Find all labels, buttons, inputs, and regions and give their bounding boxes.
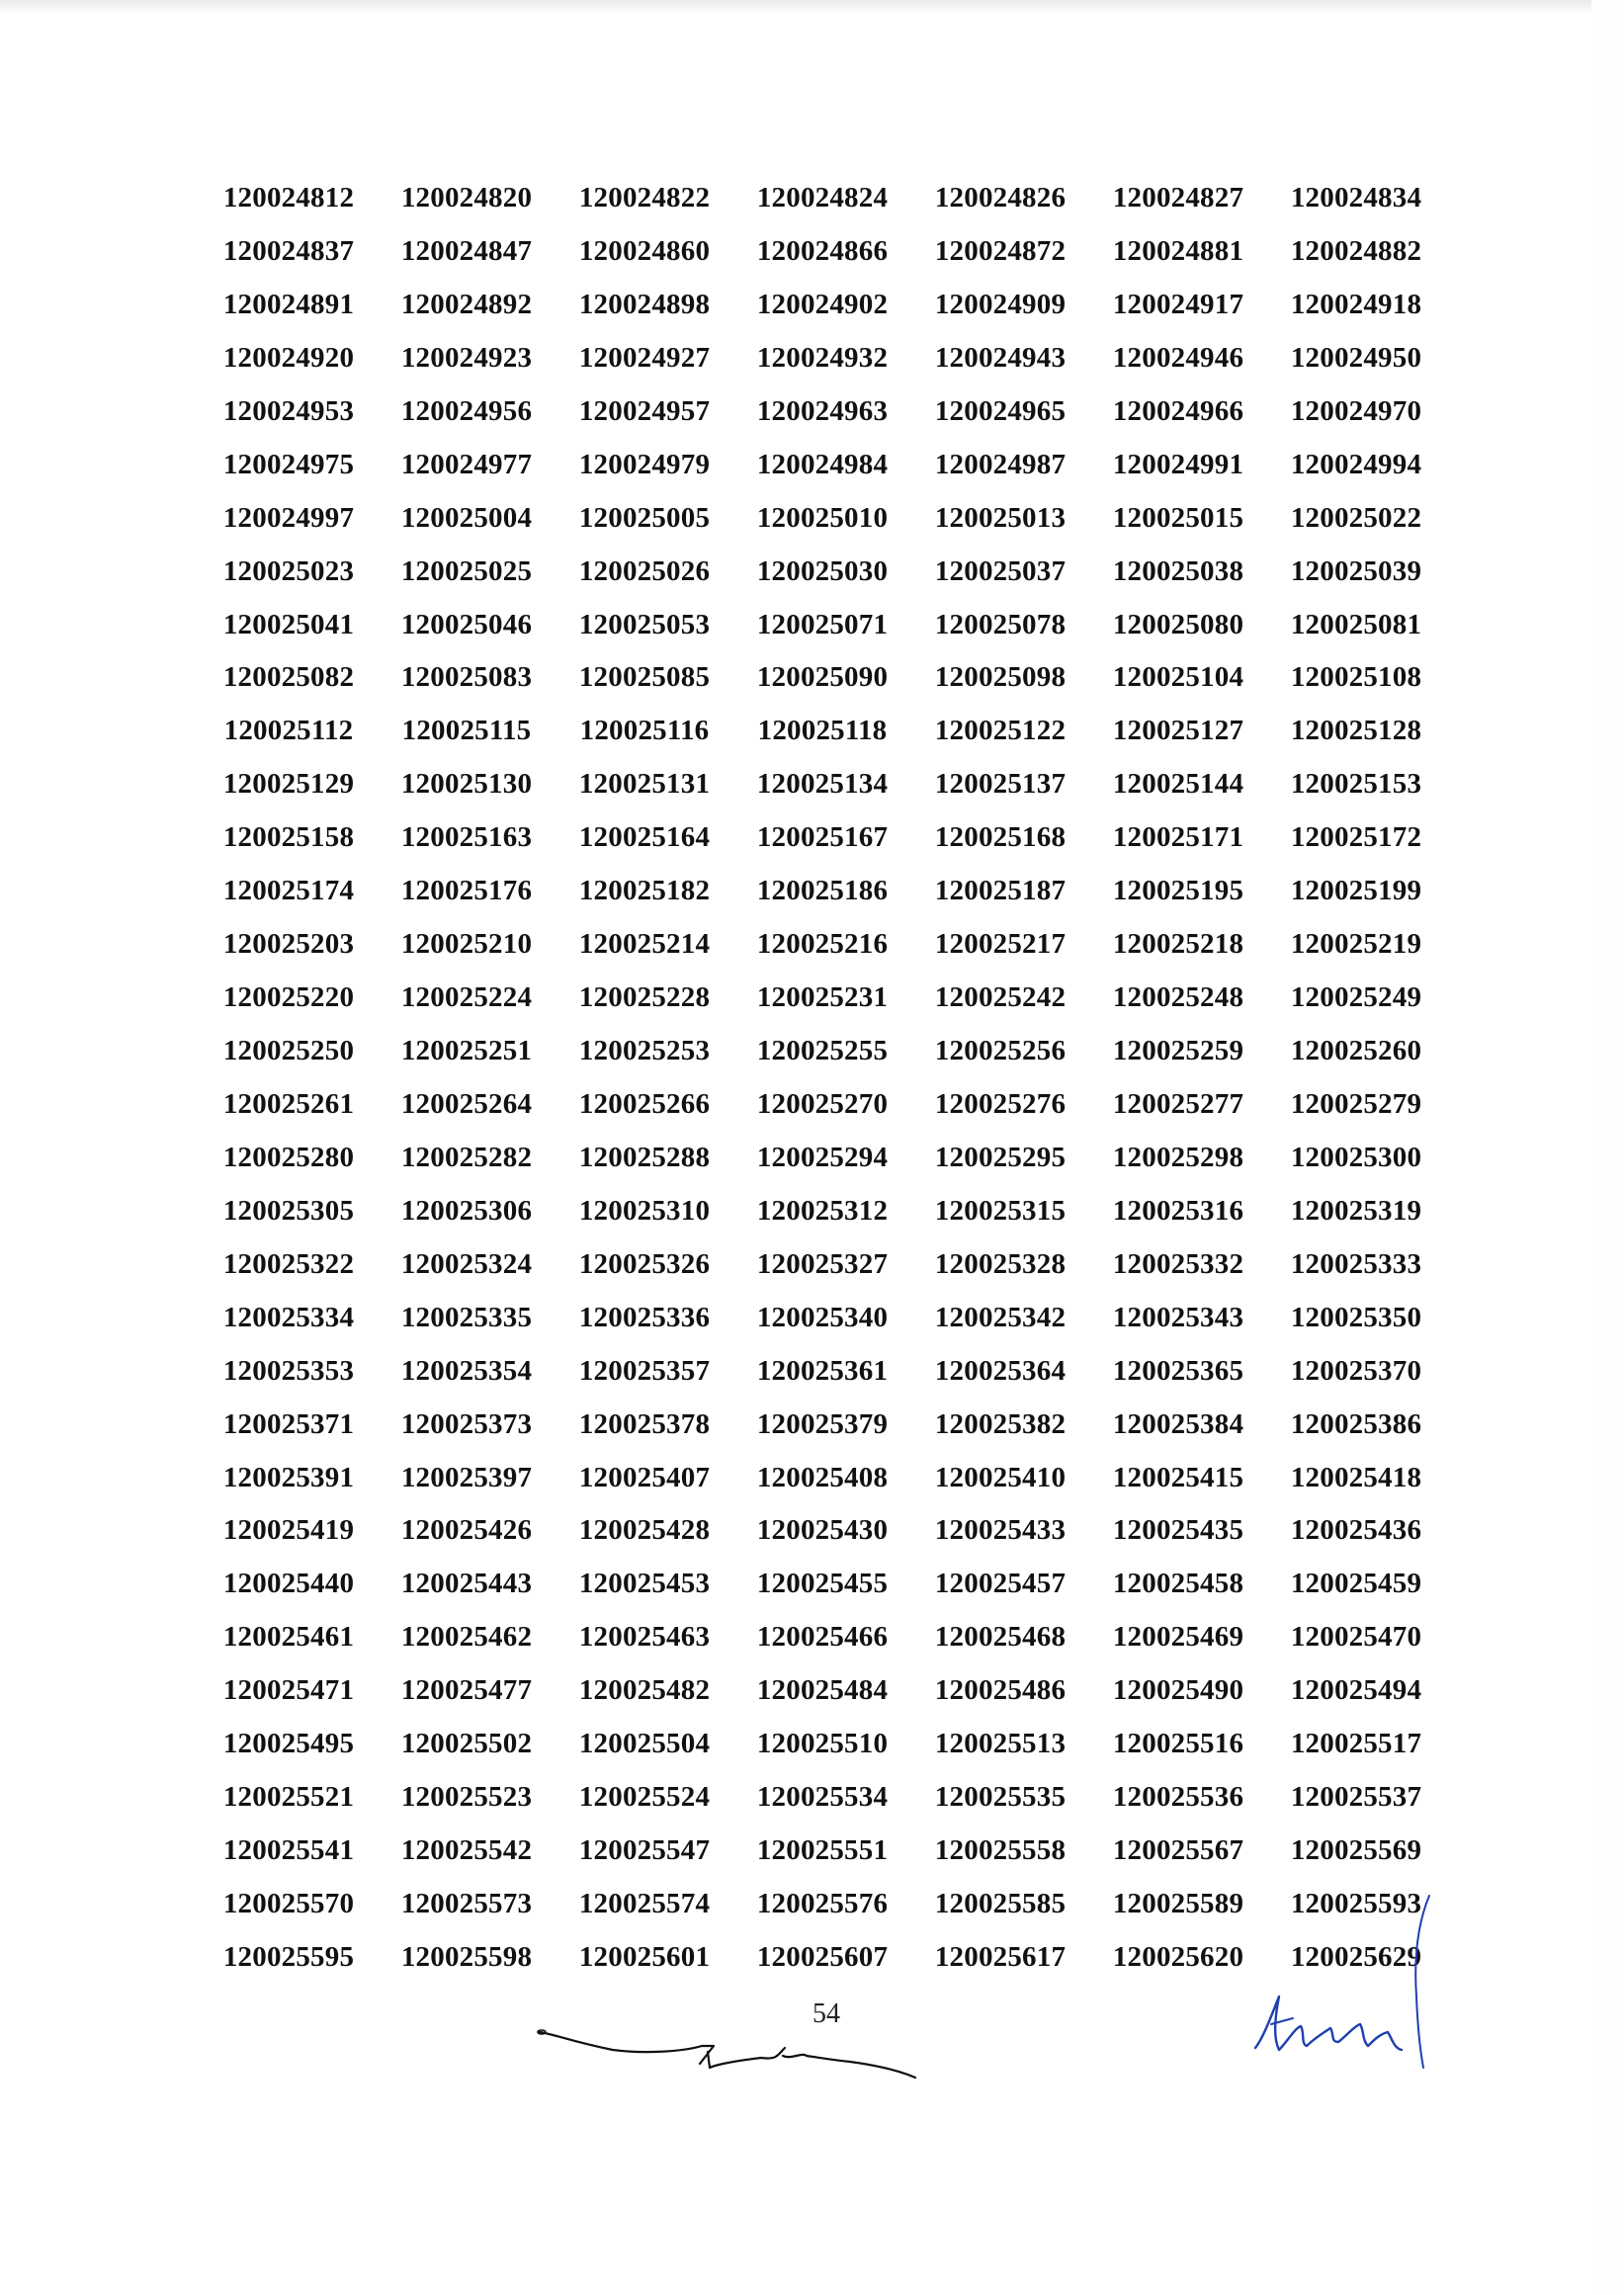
signature-right (1236, 1858, 1473, 2085)
registration-number: 120024957 (578, 394, 711, 427)
registration-number: 120025494 (1290, 1674, 1422, 1707)
registration-number: 120025440 (222, 1568, 355, 1600)
registration-number: 120024822 (578, 182, 711, 213)
registration-number: 120025536 (1112, 1781, 1244, 1814)
registration-number: 120025078 (934, 608, 1067, 640)
registration-number: 120025430 (756, 1514, 889, 1547)
registration-number: 120025277 (1112, 1087, 1244, 1120)
registration-number: 120025453 (578, 1568, 711, 1600)
registration-number: 120024837 (222, 234, 355, 267)
registration-number: 120024891 (222, 288, 355, 320)
registration-number: 120025306 (400, 1194, 533, 1227)
registration-number: 120025463 (578, 1621, 711, 1654)
registration-number: 120024927 (578, 341, 711, 374)
registration-number: 120024994 (1290, 448, 1422, 480)
registration-number: 120025305 (222, 1194, 355, 1227)
registration-number: 120025547 (578, 1834, 711, 1867)
registration-number: 120025620 (1112, 1940, 1244, 1973)
registration-number: 120025342 (934, 1301, 1067, 1333)
registration-number: 120025112 (223, 715, 354, 747)
page-number: 54 (812, 1998, 840, 2029)
registration-number: 120025541 (222, 1834, 355, 1867)
registration-number: 120025332 (1112, 1247, 1244, 1280)
registration-number: 120024826 (934, 182, 1067, 213)
registration-number: 120024966 (1112, 394, 1244, 427)
registration-number: 120025340 (756, 1301, 889, 1333)
registration-number: 120025122 (934, 715, 1067, 747)
registration-number: 120025361 (756, 1354, 889, 1387)
registration-number: 120024902 (756, 288, 889, 320)
registration-number: 120025415 (1112, 1461, 1244, 1493)
registration-number: 120025116 (579, 715, 710, 747)
registration-number: 120025418 (1290, 1461, 1422, 1493)
registration-number-grid (200, 176, 1445, 1989)
registration-number: 120024991 (1112, 448, 1244, 480)
registration-number: 120024946 (1112, 341, 1244, 374)
registration-number: 120025276 (934, 1087, 1067, 1120)
registration-number: 120025371 (222, 1407, 355, 1440)
scan-top-edge (0, 0, 1591, 14)
registration-number: 120025373 (400, 1407, 533, 1440)
registration-number: 120024977 (400, 448, 533, 480)
registration-number: 120025397 (400, 1461, 533, 1493)
registration-number: 120024970 (1290, 394, 1422, 427)
registration-number: 120025253 (578, 1035, 711, 1066)
registration-number: 120025517 (1290, 1728, 1422, 1760)
registration-number: 120025567 (1112, 1834, 1244, 1867)
registration-number: 120025071 (756, 608, 889, 640)
registration-number: 120025537 (1290, 1781, 1422, 1814)
registration-number: 120025461 (222, 1621, 355, 1654)
registration-number: 120025482 (578, 1674, 711, 1707)
registration-number: 120025551 (756, 1834, 889, 1867)
registration-number: 120025462 (400, 1621, 533, 1654)
registration-number: 120025576 (756, 1888, 889, 1919)
registration-number: 120025593 (1290, 1888, 1422, 1919)
registration-number: 120025158 (222, 821, 355, 854)
registration-number: 120024872 (934, 234, 1067, 267)
registration-number: 120025433 (934, 1514, 1067, 1547)
registration-number: 120025038 (1112, 554, 1244, 587)
registration-number: 120025435 (1112, 1514, 1244, 1547)
registration-number: 120025025 (400, 554, 533, 587)
registration-number: 120024997 (222, 501, 355, 534)
registration-number: 120025298 (1112, 1141, 1244, 1173)
registration-number: 120025327 (756, 1247, 889, 1280)
registration-number: 120024820 (400, 182, 533, 213)
registration-number: 120025458 (1112, 1568, 1244, 1600)
registration-number: 120025378 (578, 1407, 711, 1440)
registration-number: 120025521 (222, 1781, 355, 1814)
registration-number: 120025082 (222, 661, 355, 694)
registration-number: 120025443 (400, 1568, 533, 1600)
registration-number: 120025300 (1290, 1141, 1422, 1173)
registration-number: 120025504 (578, 1728, 711, 1760)
registration-number: 120025523 (400, 1781, 533, 1814)
registration-number: 120025053 (578, 608, 711, 640)
scan-right-edge (1593, 0, 1624, 2295)
registration-number: 120025127 (1112, 715, 1244, 747)
registration-number: 120025542 (400, 1834, 533, 1867)
registration-number: 120025130 (400, 768, 533, 801)
registration-number: 120025037 (934, 554, 1067, 587)
registration-number: 120025426 (400, 1514, 533, 1547)
registration-number: 120025312 (756, 1194, 889, 1227)
registration-number: 120024920 (222, 341, 355, 374)
registration-number: 120025598 (400, 1940, 533, 1973)
registration-number: 120025249 (1290, 981, 1422, 1014)
registration-number: 120024917 (1112, 288, 1244, 320)
registration-number: 120025137 (934, 768, 1067, 801)
registration-number: 120025364 (934, 1354, 1067, 1387)
registration-number: 120024932 (756, 341, 889, 374)
registration-number: 120025436 (1290, 1514, 1422, 1547)
registration-number: 120025167 (756, 821, 889, 854)
registration-number: 120025081 (1290, 608, 1422, 640)
registration-number: 120025153 (1290, 768, 1422, 801)
registration-number: 120024963 (756, 394, 889, 427)
registration-number: 120025217 (934, 928, 1067, 961)
registration-number: 120025370 (1290, 1354, 1422, 1387)
registration-number: 120025510 (756, 1728, 889, 1760)
registration-number: 120025477 (400, 1674, 533, 1707)
registration-number: 120025134 (756, 768, 889, 801)
registration-number: 120025391 (222, 1461, 355, 1493)
registration-number: 120024866 (756, 234, 889, 267)
registration-number: 120024987 (934, 448, 1067, 480)
registration-number: 120024918 (1290, 288, 1422, 320)
registration-number: 120024975 (222, 448, 355, 480)
registration-number: 120025220 (222, 981, 355, 1014)
registration-number: 120024950 (1290, 341, 1422, 374)
registration-number: 120025333 (1290, 1247, 1422, 1280)
registration-number: 120025115 (401, 715, 532, 747)
registration-number: 120025144 (1112, 768, 1244, 801)
registration-number: 120025210 (400, 928, 533, 961)
registration-number: 120025266 (578, 1087, 711, 1120)
registration-number: 120025585 (934, 1888, 1067, 1919)
registration-number: 120024834 (1290, 182, 1422, 213)
registration-number: 120025039 (1290, 554, 1422, 587)
registration-number: 120025182 (578, 875, 711, 907)
registration-number: 120025085 (578, 661, 711, 694)
registration-number: 120025046 (400, 608, 533, 640)
registration-number: 120025118 (757, 715, 888, 747)
registration-number: 120025172 (1290, 821, 1422, 854)
registration-number: 120025270 (756, 1087, 889, 1120)
registration-number: 120025558 (934, 1834, 1067, 1867)
registration-number: 120025228 (578, 981, 711, 1014)
registration-number: 120025535 (934, 1781, 1067, 1814)
registration-number: 120025251 (400, 1035, 533, 1066)
registration-number: 120025131 (578, 768, 711, 801)
registration-number: 120025459 (1290, 1568, 1422, 1600)
registration-number: 120025601 (578, 1940, 711, 1973)
registration-number: 120025203 (222, 928, 355, 961)
registration-number: 120025310 (578, 1194, 711, 1227)
registration-number: 120025195 (1112, 875, 1244, 907)
registration-number: 120025410 (934, 1461, 1067, 1493)
registration-number: 120025174 (222, 875, 355, 907)
registration-number: 120025026 (578, 554, 711, 587)
registration-number: 120025468 (934, 1621, 1067, 1654)
registration-number: 120025471 (222, 1674, 355, 1707)
registration-number: 120025524 (578, 1781, 711, 1814)
registration-number: 120025607 (756, 1940, 889, 1973)
registration-number: 120025315 (934, 1194, 1067, 1227)
registration-number: 120025168 (934, 821, 1067, 854)
registration-number: 120025357 (578, 1354, 711, 1387)
registration-number: 120025279 (1290, 1087, 1422, 1120)
registration-number: 120025573 (400, 1888, 533, 1919)
registration-number: 120025534 (756, 1781, 889, 1814)
registration-number: 120025083 (400, 661, 533, 694)
registration-number: 120025490 (1112, 1674, 1244, 1707)
registration-number: 120025248 (1112, 981, 1244, 1014)
registration-number: 120025328 (934, 1247, 1067, 1280)
registration-number: 120025354 (400, 1354, 533, 1387)
registration-number: 120025334 (222, 1301, 355, 1333)
registration-number: 120025171 (1112, 821, 1244, 854)
registration-number: 120025104 (1112, 661, 1244, 694)
registration-number: 120024984 (756, 448, 889, 480)
registration-number: 120025295 (934, 1141, 1067, 1173)
registration-number: 120025176 (400, 875, 533, 907)
registration-number: 120025282 (400, 1141, 533, 1173)
registration-number: 120025386 (1290, 1407, 1422, 1440)
registration-number: 120025129 (222, 768, 355, 801)
registration-number: 120025242 (934, 981, 1067, 1014)
registration-number: 120025617 (934, 1940, 1067, 1973)
registration-number: 120025041 (222, 608, 355, 640)
registration-number: 120025010 (756, 501, 889, 534)
registration-number: 120025407 (578, 1461, 711, 1493)
registration-number: 120025570 (222, 1888, 355, 1919)
registration-number: 120025322 (222, 1247, 355, 1280)
registration-number: 120025218 (1112, 928, 1244, 961)
registration-number: 120025164 (578, 821, 711, 854)
registration-number: 120025023 (222, 554, 355, 587)
registration-number: 120025335 (400, 1301, 533, 1333)
registration-number: 120025379 (756, 1407, 889, 1440)
registration-number: 120025589 (1112, 1888, 1244, 1919)
registration-number: 120025255 (756, 1035, 889, 1066)
registration-number: 120024881 (1112, 234, 1244, 267)
registration-number: 120024847 (400, 234, 533, 267)
registration-number: 120025264 (400, 1087, 533, 1120)
registration-number: 120025408 (756, 1461, 889, 1493)
registration-number: 120024824 (756, 182, 889, 213)
registration-number: 120024827 (1112, 182, 1244, 213)
registration-number: 120024909 (934, 288, 1067, 320)
registration-number: 120025259 (1112, 1035, 1244, 1066)
registration-number: 120025216 (756, 928, 889, 961)
registration-number: 120025502 (400, 1728, 533, 1760)
registration-number: 120025090 (756, 661, 889, 694)
registration-number: 120025004 (400, 501, 533, 534)
registration-number: 120024898 (578, 288, 711, 320)
registration-number: 120025219 (1290, 928, 1422, 961)
registration-number: 120024979 (578, 448, 711, 480)
registration-number: 120025186 (756, 875, 889, 907)
registration-number: 120025484 (756, 1674, 889, 1707)
registration-number: 120025466 (756, 1621, 889, 1654)
registration-number: 120025486 (934, 1674, 1067, 1707)
registration-number: 120025022 (1290, 501, 1422, 534)
registration-number: 120025428 (578, 1514, 711, 1547)
registration-number: 120025353 (222, 1354, 355, 1387)
registration-number: 120024892 (400, 288, 533, 320)
registration-number: 120025319 (1290, 1194, 1422, 1227)
registration-number: 120025260 (1290, 1035, 1422, 1066)
registration-number: 120025080 (1112, 608, 1244, 640)
registration-number: 120025030 (756, 554, 889, 587)
registration-number: 120025595 (222, 1940, 355, 1973)
registration-number: 120025336 (578, 1301, 711, 1333)
registration-number: 120025574 (578, 1888, 711, 1919)
registration-number: 120025005 (578, 501, 711, 534)
registration-number: 120025250 (222, 1035, 355, 1066)
registration-number: 120024956 (400, 394, 533, 427)
registration-number: 120024923 (400, 341, 533, 374)
registration-number: 120024965 (934, 394, 1067, 427)
registration-number: 120025015 (1112, 501, 1244, 534)
registration-number: 120025214 (578, 928, 711, 961)
registration-number: 120024812 (222, 182, 355, 213)
registration-number: 120025108 (1290, 661, 1422, 694)
registration-number: 120025187 (934, 875, 1067, 907)
registration-number: 120025288 (578, 1141, 711, 1173)
registration-number: 120024860 (578, 234, 711, 267)
registration-number: 120025495 (222, 1728, 355, 1760)
registration-number: 120025343 (1112, 1301, 1244, 1333)
registration-number: 120025294 (756, 1141, 889, 1173)
registration-number: 120025098 (934, 661, 1067, 694)
registration-number: 120025384 (1112, 1407, 1244, 1440)
registration-number: 120025513 (934, 1728, 1067, 1760)
registration-number: 120025470 (1290, 1621, 1422, 1654)
registration-number: 120025469 (1112, 1621, 1244, 1654)
registration-number: 120025516 (1112, 1728, 1244, 1760)
registration-number: 120024953 (222, 394, 355, 427)
registration-number: 120025128 (1290, 715, 1422, 747)
registration-number: 120025365 (1112, 1354, 1244, 1387)
registration-number: 120025569 (1290, 1834, 1422, 1867)
registration-number: 120025224 (400, 981, 533, 1014)
registration-number: 120025350 (1290, 1301, 1422, 1333)
signature-left (534, 2016, 919, 2085)
registration-number: 120025324 (400, 1247, 533, 1280)
registration-number: 120025419 (222, 1514, 355, 1547)
registration-number: 120025457 (934, 1568, 1067, 1600)
registration-number: 120025199 (1290, 875, 1422, 907)
registration-number: 120025013 (934, 501, 1067, 534)
registration-number: 120025261 (222, 1087, 355, 1120)
registration-number: 120025231 (756, 981, 889, 1014)
registration-number: 120025455 (756, 1568, 889, 1600)
registration-number: 120025256 (934, 1035, 1067, 1066)
registration-number: 120024882 (1290, 234, 1422, 267)
registration-number: 120024943 (934, 341, 1067, 374)
registration-number: 120025629 (1290, 1940, 1422, 1973)
registration-number: 120025163 (400, 821, 533, 854)
registration-number: 120025326 (578, 1247, 711, 1280)
registration-number: 120025382 (934, 1407, 1067, 1440)
registration-number: 120025316 (1112, 1194, 1244, 1227)
registration-number: 120025280 (222, 1141, 355, 1173)
